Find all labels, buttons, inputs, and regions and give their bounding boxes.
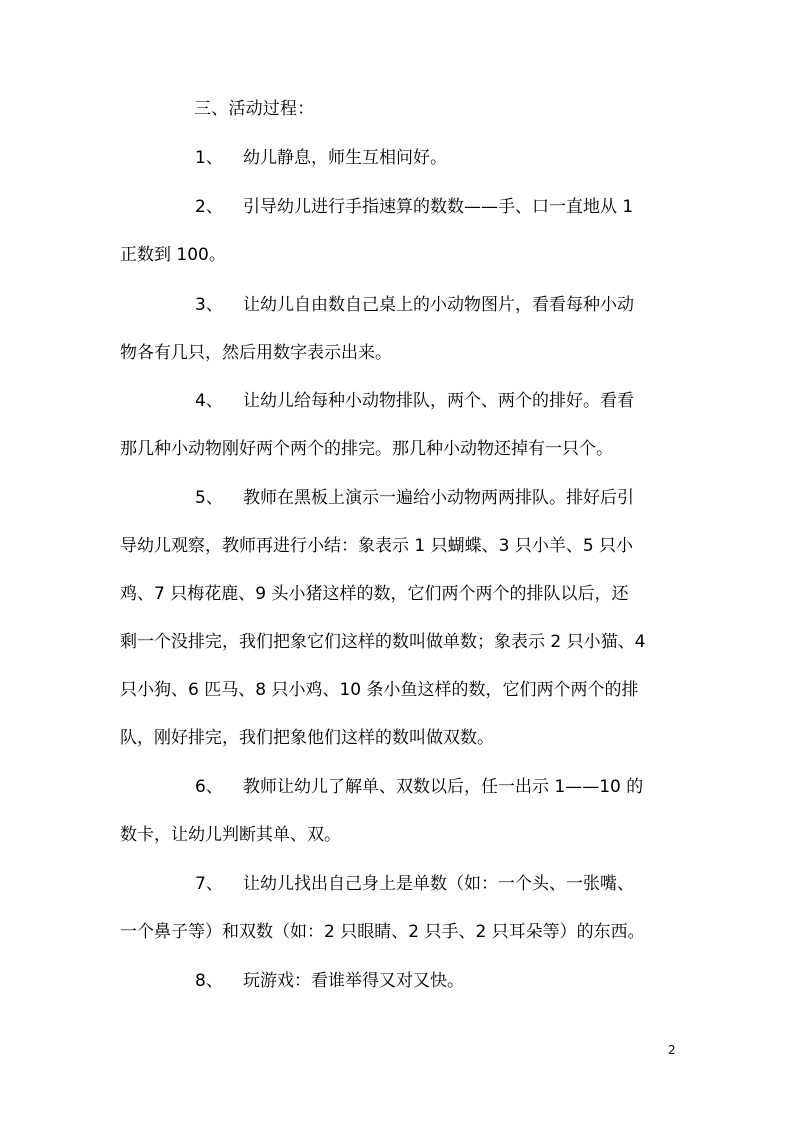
page-number: 2 (668, 1043, 676, 1057)
item-number: 4、 (195, 391, 223, 411)
item-text: 引导幼儿进行手指速算的数数——手、口一直地从 1 (243, 197, 634, 217)
item-number: 1、 (195, 148, 223, 168)
item-number: 6、 (195, 777, 223, 797)
item-text: 教师让幼儿了解单、双数以后，任一出示 1——10 的 (243, 777, 644, 797)
item-continuation: 鸡、7 只梅花鹿、9 头小猪这样的数，它们两个两个的排队以后，还 (120, 584, 629, 604)
item-number: 3、 (195, 295, 223, 315)
section-heading: 三、活动过程： (194, 99, 315, 119)
item-continuation: 一个鼻子等）和双数（如：2 只眼睛、2 只手、2 只耳朵等）的东西。 (120, 922, 645, 942)
item-continuation: 那几种小动物刚好两个两个的排完。那几种小动物还掉有一只个。 (120, 439, 613, 459)
item-text: 让幼儿给每种小动物排队，两个、两个的排好。看看 (243, 391, 634, 411)
item-continuation: 数卡，让幼儿判断其单、双。 (120, 825, 341, 845)
item-continuation: 只小狗、6 匹马、8 只小鸡、10 条小鱼这样的数，它们两个两个的排 (120, 680, 639, 700)
item-text: 幼儿静息，师生互相问好。 (243, 148, 447, 168)
item-number: 8、 (195, 971, 223, 991)
item-continuation: 剩一个没排完，我们把象它们这样的数叫做单数；象表示 2 只小猫、4 (120, 632, 646, 652)
item-text: 让幼儿自由数自己桌上的小动物图片，看看每种小动 (243, 295, 634, 315)
item-text: 让幼儿找出自己身上是单数（如：一个头、一张嘴、 (243, 874, 634, 894)
item-number: 5、 (195, 488, 223, 508)
item-continuation: 队，刚好排完，我们把象他们这样的数叫做双数。 (120, 728, 494, 748)
item-number: 7、 (195, 874, 223, 894)
item-continuation: 正数到 100。 (120, 245, 226, 265)
item-text: 玩游戏：看谁举得又对又快。 (243, 971, 464, 991)
item-continuation: 导幼儿观察，教师再进行小结：象表示 1 只蝴蝶、3 只小羊、5 只小 (120, 536, 634, 556)
item-number: 2、 (195, 197, 223, 217)
item-continuation: 物各有几只，然后用数字表示出来。 (120, 343, 392, 363)
item-text: 教师在黑板上演示一遍给小动物两两排队。排好后引 (243, 488, 634, 508)
